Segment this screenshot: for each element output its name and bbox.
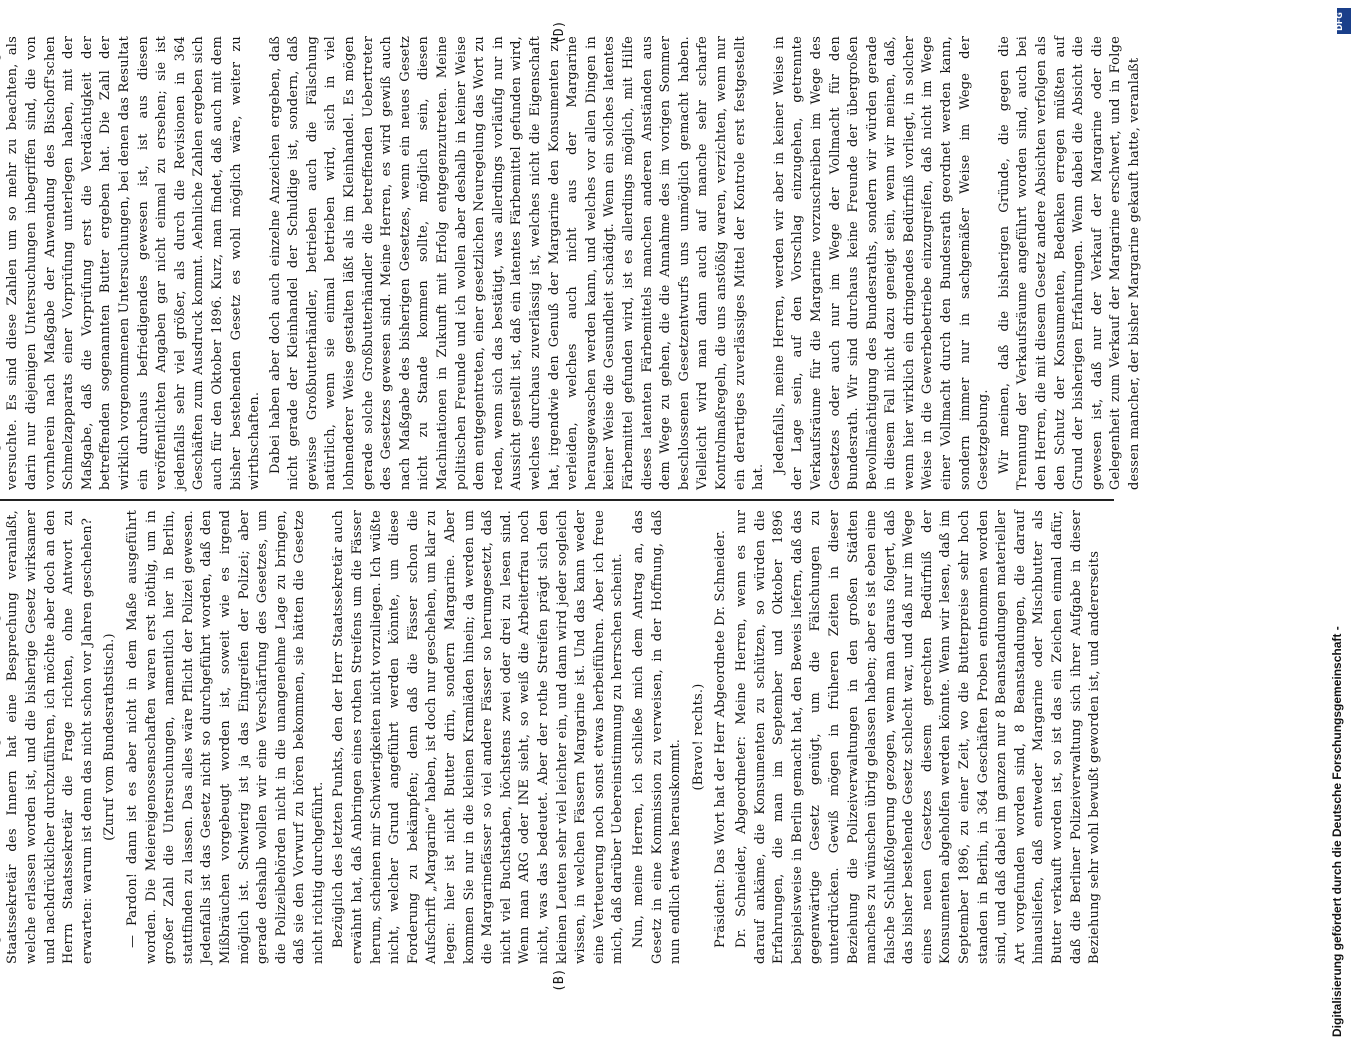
paragraph: Nun, meine Herren, ich schließe mich dem Antrag an, das Gesetz in eine Kommission zu verweisen, in der Hoffnung, daß nun endlich etwas herauskommt. — [630, 510, 683, 964]
paragraph: versuchte. Es sind diese Zahlen um so mehr zu beachten, als darin nur diejenigen Untersuchungen inbegriffen sind, die von vornherein nach Maßgabe der Anwendung des Bischoff'schen Schmelzapparats einer Vorprüfung unterlegen haben, mit der Maßgabe, daß die Vorprüfung erst die Verdächtigkeit der betreffenden sogenannten Butter ergeben hat. Die Zahl der wirklich vorgenommenen Untersuchungen, bei denen das Resultat ein durchaus befriedigendes gewesen ist, ist aus diesen veröffentlichten Angaben gar nicht einmal zu ersehen; sie ist jedenfalls sehr viel größer, als durch die Revisionen in 364 Geschäften zum Ausdruck kommt. Aehnliche Zahlen ergeben sich auch für den Oktober 1896. Kurz, man findet, daß auch mit dem bisher bestehenden Gesetz es wohl möglich wäre, weiter zu wirthschaften. — [4, 36, 262, 490]
credit-text: Digitalisierung gefördert durch die Deutsche Forschungsgemeinschaft - — [1330, 626, 1344, 1037]
dfg-logo-text: DFG — [1334, 12, 1344, 31]
dfg-logo-badge — [1334, 8, 1351, 34]
paragraph: Wir meinen, daß die bisherigen Gründe, die gegen die Trennung der Verkaufsräume angeführt worden sind, auch bei den Herren, die mit diesem Gesetz andere Absichten verfolgen als den Schutz der Konsumenten, Bedenken erregen müßten auf Grund der bisherigen Erfahrungen. Wenn dabei die Absicht die gewesen ist, daß nur der Verkauf der Margarine oder die Gelegenheit zum Verkauf der Margarine erschwert, und in Folge dessen mancher, der bisher Margarine gekauft hatte, veranlaßt — [996, 36, 1142, 490]
left-text-column — [0, 510, 1105, 964]
paragraph: Dabei haben aber doch auch einzelne Anzeichen ergeben, daß nicht gerade der Kleinhandel der Schuldige ist, sondern, daß gewisse Großbutterhändler, betrieben auch die Fälschung natürlich, wenn sie einmal betrieben wird, sich in viel lohnenderer Weise gestalten läßt als im Kleinhandel. Es mögen gerade solche Großbutterhändler die betreffenden Uebertreter des Gesetzes gewesen sind. Meine Herren, es wird gewiß auch nach Maßgabe des bisherigen Gesetzes, wenn ein neues Gesetz nicht zu Stande kommen sollte, möglich sein, diesen Machinationen in Zukunft mit Erfolg entgegenzutreten. Meine politischen Freunde und ich wollen aber deshalb in keiner Weise dem entgegentreten, einer gesetzlichen Neuregelung das Wort zu reden, wenn sich das bestätigt, was allerdings vorläufig nur in Aussicht gestellt ist, daß ein latentes Färbemittel gefunden wird, welches durchaus zuverlässig ist, welches nicht die Eigenschaft hat, irgendwie den Genuß der Margarine den Konsumenten zu verleiden, welches auch nicht aus der Margarine herausgewaschen werden kann, und welches vor allen Dingen in keiner Weise die Gesundheit schädigt. Wenn ein solches latentes Färbemittel gefunden wird, ist es allerdings möglich, mit Hilfe dieses latenten Färbemittels manchen anderen Anständen aus dem Wege zu gehen, die die Annahme des im vorigen Sommer beschlossenen Gesetzentwurfs uns unmöglich gemacht haben. Vielleicht wird man dann auch auf manche sehr scharfe Kontrolmaßregeln, die uns anstößig waren, verzichten, wenn nur ein derartiges zuverlässiges Mittel der Kontrole erst festgestellt hat. — [267, 36, 766, 490]
digitization-credit — [1321, 0, 1353, 1037]
paragraph: — Pardon! dann ist es aber nicht in dem Maße ausgeführt worden. Die Meiereigenossenschaften waren erst nöthig, um in großer Zahl die Untersuchungen, namentlich hier in Berlin, stattfinden zu lassen. Das alles wäre Pflicht der Polizei gewesen. Jedenfalls ist das Gesetz nicht so durchgeführt worden, daß den Mißbräuchen vorgebeugt worden ist, soweit wie es irgend möglich ist. Schwierig ist ja das Eingreifen der Polizei; aber gerade deshalb wollen wir eine Verschärfung des Gesetzes, um die Polizeibehörden nicht in die unangenehme Lage zu bringen, daß sie den Vorwurf zu hören bekommen, sie hätten die Gesetze nicht richtig durchgeführt. — [124, 510, 326, 964]
paragraph: Bezüglich des letzten Punkts, den der Herr Staatssekretär auch erwähnt hat, daß Anbringen eines rothen Streifens um die Fässer herum, scheinen mir Schwierigkeiten nicht vorzuliegen. Ich wüßte nicht, welcher Grund angeführt werden könnte, um diese Forderung zu bekämpfen; denn daß die Fässer schon die Aufschrift „Margarine“ haben, ist doch nur geschehen, um klar zu legen: hier ist nicht Butter drin, sondern Margarine. Aber kommen Sie nur in die kleinen Kramläden hinein; da werden um die Margarinefässer so viel andere Fässer so herumgesetzt, daß nicht viel Buchstaben, höchstens zwei oder drei zu lesen sind. Wenn man ARG oder INE sieht, so weiß die Arbeiterfrau noch nicht, was das bedeutet. Aber der rothe Streifen prägt sich den kleinen Leuten sehr viel leichter ein, und dann wird jeder sogleich wissen, in welchen Fässern Margarine ist. Und das kann weder eine Verteuerung noch sonst etwas herbeiführen. Aber ich freue mich, daß darüber Uebereinstimmung zu herrschen scheint. — [330, 510, 625, 964]
paragraph: Staatssekretär des Innern hat eine Besprechung veranlaßt, welche erlassen worden ist, und die bisherige Gesetz wirksamer und nachdrücklicher durchzuführen, ich möchte aber doch an den Herrn Staatssekretär die Frage richten, ohne Antwort zu erwarten: warum ist denn das nicht schon vor Jahren geschehen? — [4, 510, 95, 964]
column-divider — [0, 499, 1114, 501]
marker-b: (B) — [551, 968, 567, 992]
paragraph: Präsident: Das Wort hat der Herr Abgeordnete Dr. Schneider. — [712, 529, 728, 948]
interjection: (Zuruf vom Bundesrathstisch.) — [101, 633, 117, 841]
interjection: (Bravo! rechts.) — [690, 683, 706, 791]
right-text-column — [0, 36, 1142, 490]
paragraph: Dr. Schneider, Abgeordneter: Meine Herren, wenn es nur darauf ankäme, die Konsumenten zu schützen, so würden die Erfahrungen, die man im September und Oktober 1896 beispielsweise in Berlin gemacht hat, den Beweis liefern, daß das gegenwärtige Gesetz genügt, um die Fälschungen zu unterdrücken. Gewiß mögen in früheren Zeiten in dieser Beziehung die Polizeiverwaltungen in den großen Städten manches zu wünschen übrig gelassen haben; aber es ist eben eine falsche Schlußfolgerung gezogen, wenn man daraus folgert, daß das bisher bestehende Gesetz schlecht war, und daß nur im Wege eines neuen Gesetzes diesem gerechten Bedürfniß der Konsumenten abgeholfen werden könnte. Wenn wir lesen, daß im September 1896, zu einer Zeit, wo die Butterpreise sehr hoch standen in Berlin, in 364 Geschäften Proben entnommen worden sind, und daß dabei im ganzen nur 8 Beanstandungen materieller Art vorgefunden worden sind, 8 Beanstandungen, die darauf hinausliefen, daß entweder Margarine oder Mischbutter als Butter verkauft worden ist, so ist das ein Zeichen einmal dafür, daß die Berliner Polizeiverwaltung sich ihrer Aufgabe in dieser Beziehung sehr wohl bewußt geworden ist, und andererseits — [733, 510, 1102, 964]
marker-d: (D) — [551, 20, 567, 44]
paragraph: Jedenfalls, meine Herren, werden wir aber in keiner Weise in der Lage sein, auf den Vorschlag einzugehen, getrennte Verkaufsräume für die Margarine vorzuschreiben im Wege des Gesetzes oder auch nur im Wege der Vollmacht für den Bundesrath. Wir sind durchaus keine Freunde der übergroßen Bevollmächtigung des Bundesraths, sondern wir würden gerade in diesem Fall nicht dazu geneigt sein, wenn wir meinen, daß, wenn hier wirklich ein dringendes Bedürfniß vorliegt, in solcher Weise in die Gewerbebetriebe einzugreifen, daß nicht im Wege einer Vollmacht durch den Bundesrath geordnet werden kann, sondern immer nur in sachgemäßer Weise im Wege der Gesetzgebung. — [771, 36, 991, 490]
